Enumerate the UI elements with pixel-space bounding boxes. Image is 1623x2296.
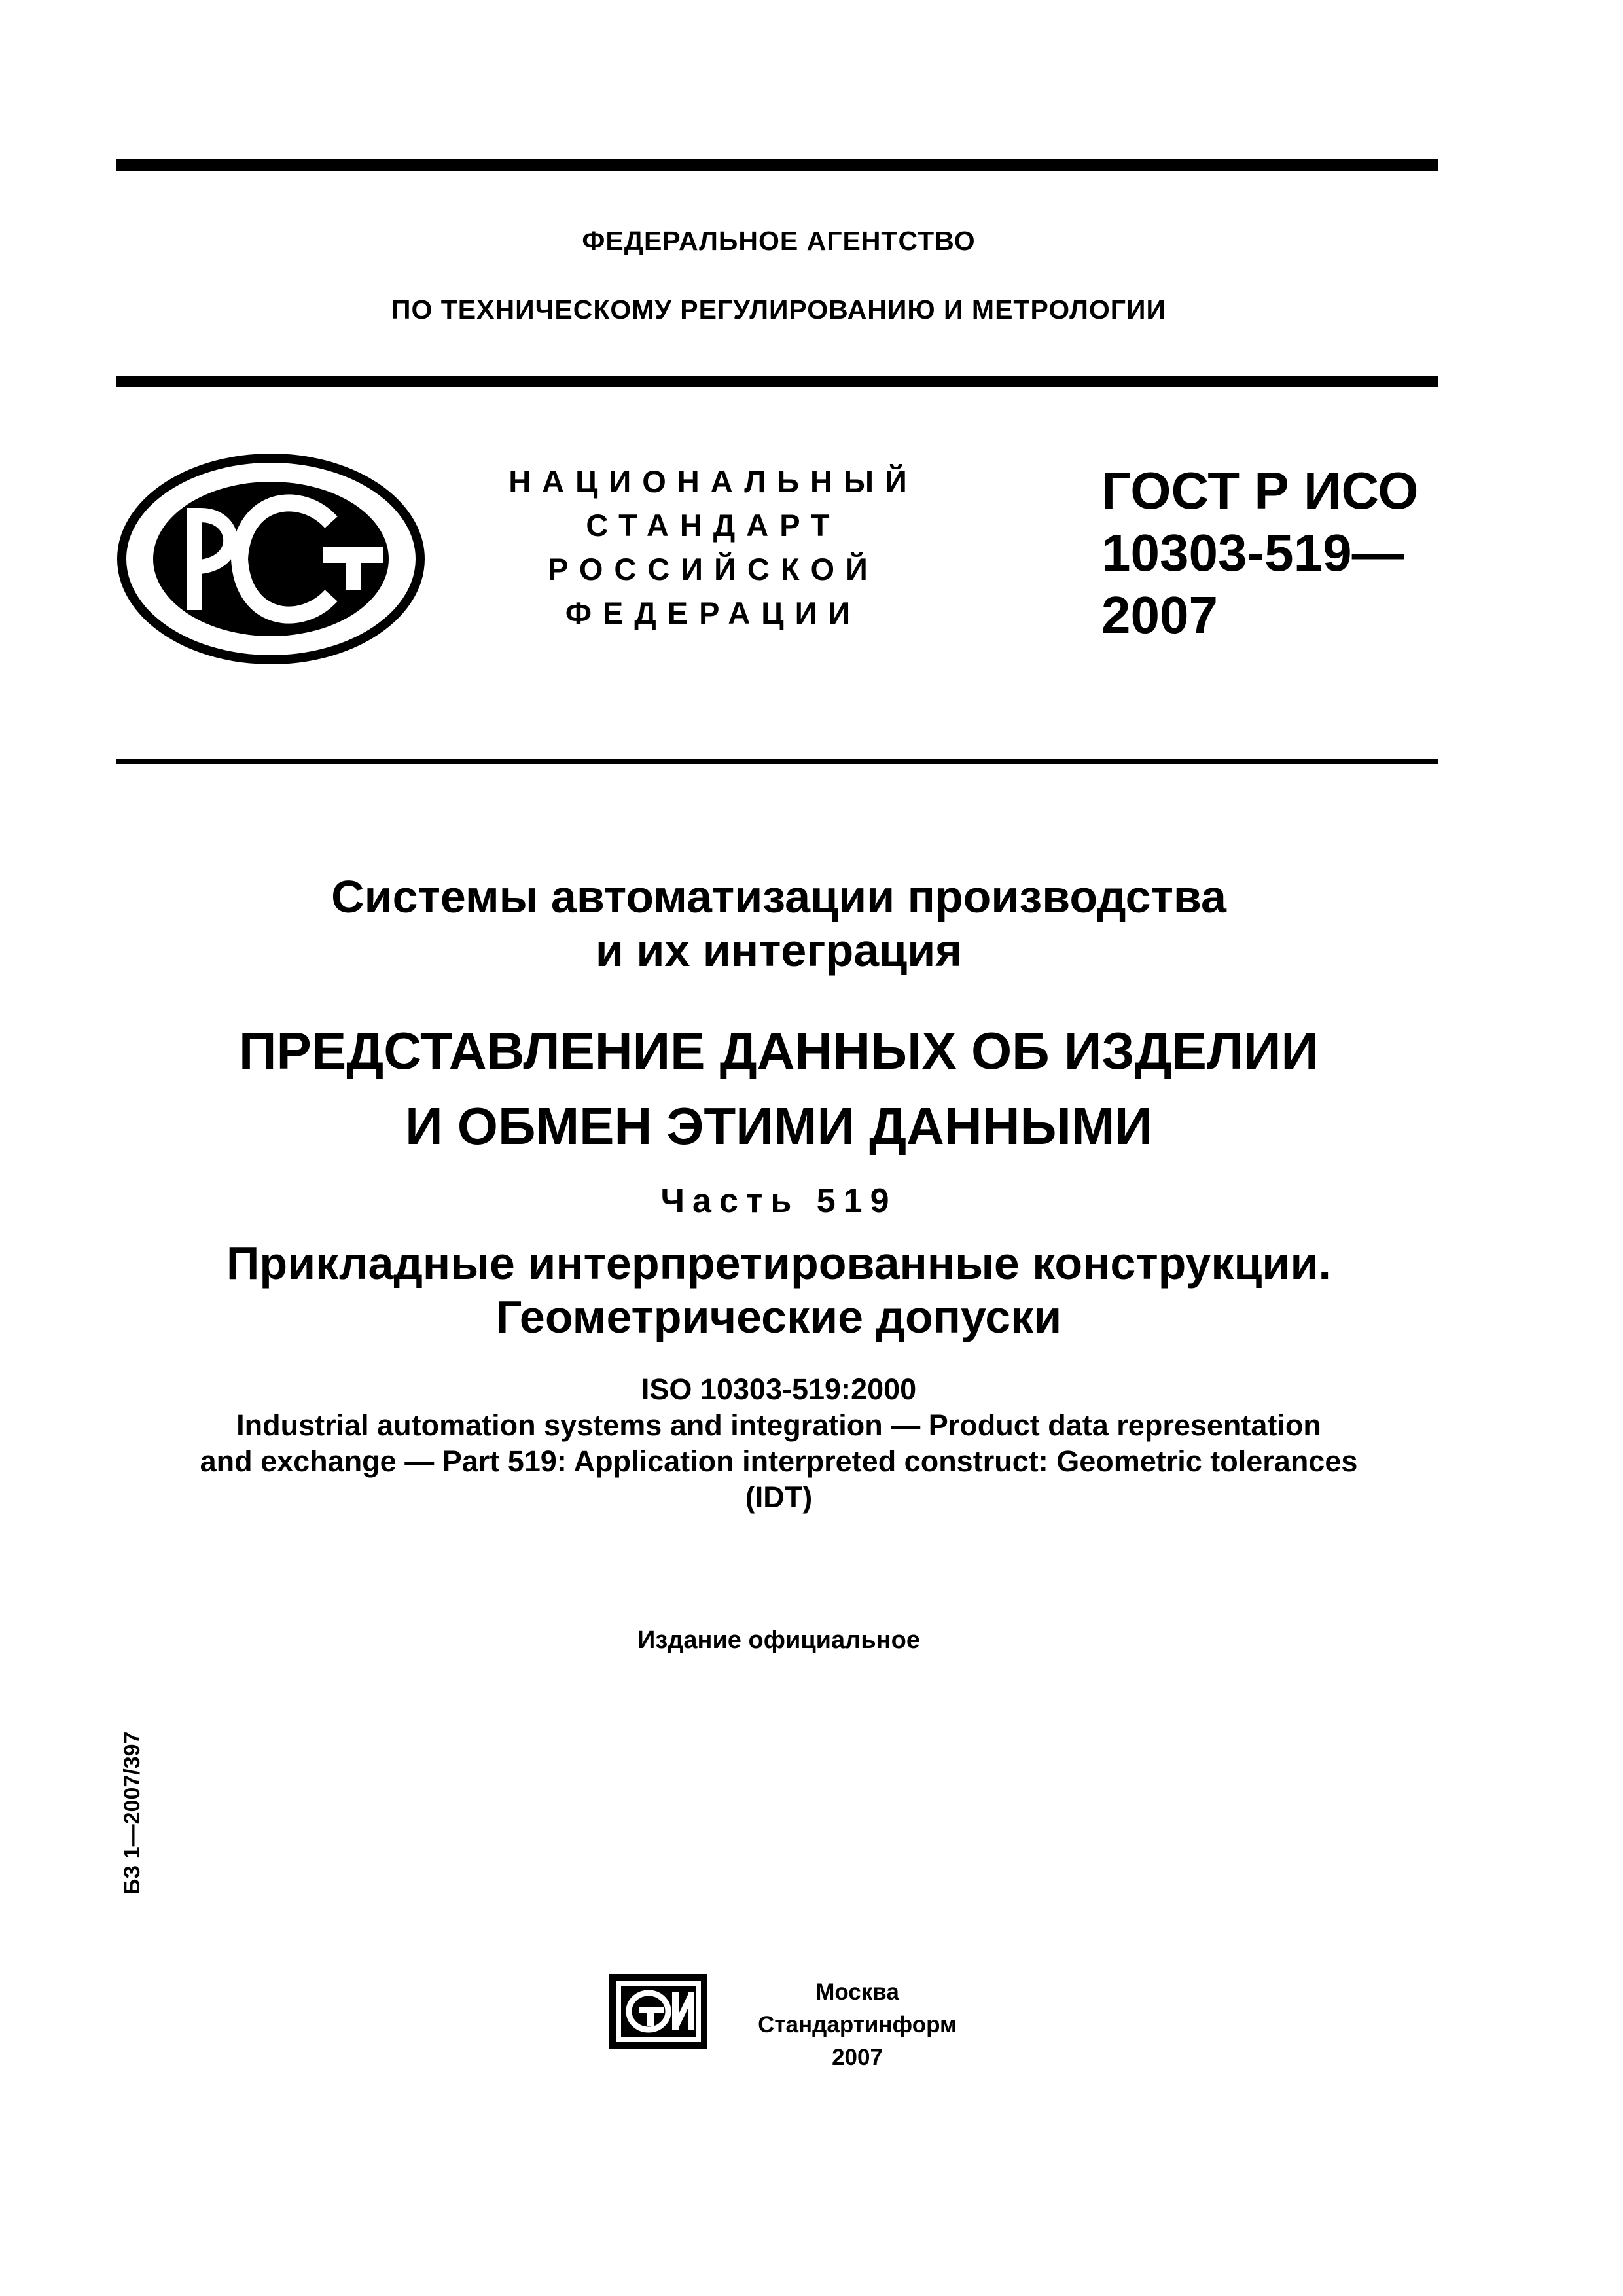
middle-rule	[116, 376, 1438, 387]
publisher-logo	[609, 1974, 707, 2049]
subtitle-line-2: Геометрические допуски	[495, 1291, 1062, 1342]
publisher-year: 2007	[832, 2045, 883, 2070]
iso-title-line-3: (IDT)	[745, 1480, 813, 1514]
top-rule	[116, 159, 1438, 171]
agency-line-2: ПО ТЕХНИЧЕСКОМУ РЕГУЛИРОВАНИЮ И МЕТРОЛОГИИ	[391, 295, 1166, 325]
side-code: БЗ 1—2007/397	[120, 1731, 145, 1895]
iso-code: ISO 10303-519:2000	[641, 1372, 917, 1406]
national-standard-line-2: СТАНДАРТ	[586, 508, 841, 543]
main-title-line-2: И ОБМЕН ЭТИМИ ДАННЫМИ	[405, 1097, 1152, 1155]
part-number: Часть 519	[660, 1182, 897, 1220]
designation-line-1: ГОСТ Р ИСО	[1101, 461, 1419, 520]
iso-title-line-1: Industrial automation systems and integration — Product data representation	[236, 1408, 1321, 1442]
designation-line-2: 10303-519—	[1101, 524, 1404, 582]
edition-label: Издание официальное	[637, 1626, 920, 1654]
series-title-line-1: Системы автоматизации производства	[331, 871, 1226, 922]
rst-logo	[115, 450, 427, 668]
agency-line-1: ФЕДЕРАЛЬНОЕ АГЕНТСТВО	[582, 226, 976, 256]
designation-line-3: 2007	[1101, 586, 1218, 644]
national-standard-line-1: НАЦИОНАЛЬНЫЙ	[508, 464, 918, 499]
national-standard-line-4: ФЕДЕРАЦИИ	[565, 596, 862, 630]
series-title-line-2: и их интеграция	[595, 925, 963, 976]
publisher-city: Москва	[815, 1979, 899, 2005]
publisher-name: Стандартинформ	[758, 2012, 957, 2037]
iso-title-line-2: and exchange — Part 519: Application interpreted construct: Geometric tolerances	[200, 1444, 1358, 1478]
main-title-line-1: ПРЕДСТАВЛЕНИЕ ДАННЫХ ОБ ИЗДЕЛИИ	[239, 1022, 1319, 1080]
national-standard-line-3: РОССИЙСКОЙ	[548, 552, 879, 586]
subtitle-line-1: Прикладные интерпретированные конструкции.	[226, 1238, 1331, 1289]
bottom-rule	[116, 759, 1438, 764]
